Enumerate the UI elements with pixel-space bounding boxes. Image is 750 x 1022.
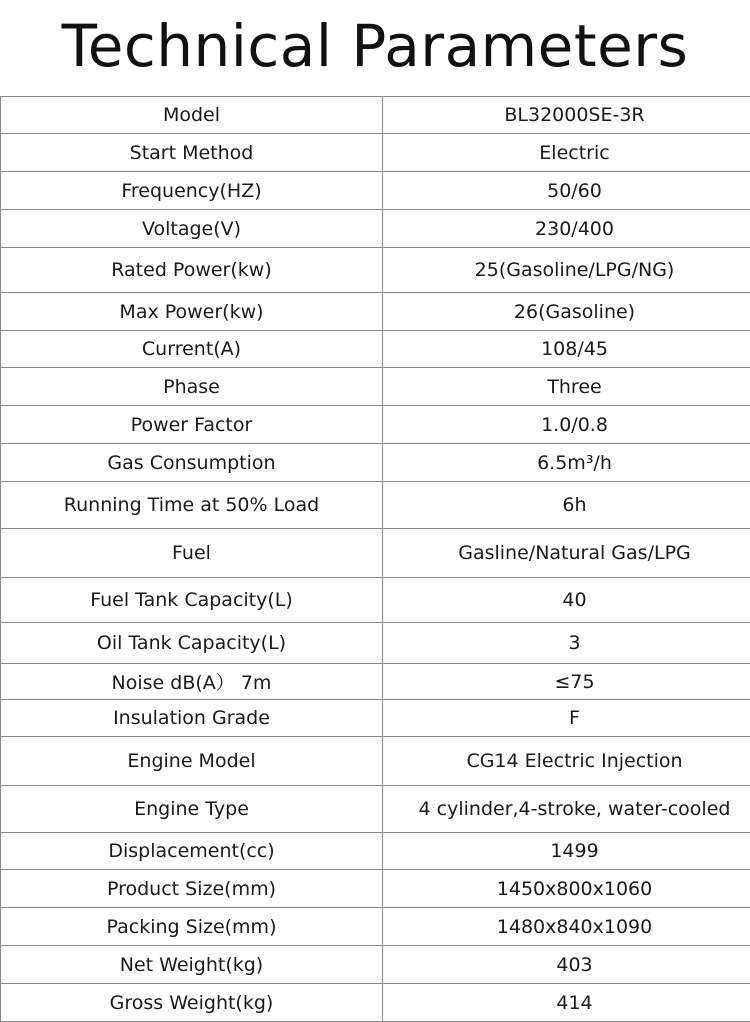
param-value: ≤75 xyxy=(383,664,750,700)
param-label: Gross Weight(kg) xyxy=(1,984,383,1022)
param-value: 403 xyxy=(383,946,750,984)
param-value: 40 xyxy=(383,578,750,623)
param-label: Noise dB(A） 7m xyxy=(1,664,383,700)
param-label: Model xyxy=(1,97,383,134)
param-value: CG14 Electric Injection xyxy=(383,737,750,786)
param-value: 1499 xyxy=(383,833,750,870)
param-label: Insulation Grade xyxy=(1,700,383,737)
param-label: Voltage(V) xyxy=(1,210,383,248)
param-label: Fuel Tank Capacity(L) xyxy=(1,578,383,623)
param-label: Displacement(cc) xyxy=(1,833,383,870)
param-value: BL32000SE-3R xyxy=(383,97,750,134)
param-value: Three xyxy=(383,368,750,406)
table-row xyxy=(1,97,750,134)
table-row xyxy=(1,529,750,578)
param-label: Fuel xyxy=(1,529,383,578)
table-row xyxy=(1,908,750,946)
param-value: 414 xyxy=(383,984,750,1022)
table-row xyxy=(1,248,750,293)
table-row xyxy=(1,293,750,331)
param-value: Electric xyxy=(383,134,750,172)
param-label: Product Size(mm) xyxy=(1,870,383,908)
table-row xyxy=(1,482,750,529)
param-label: Packing Size(mm) xyxy=(1,908,383,946)
table-row xyxy=(1,664,750,700)
param-value: 1.0/0.8 xyxy=(383,406,750,444)
param-value: 1450x800x1060 xyxy=(383,870,750,908)
table-row xyxy=(1,737,750,786)
table-row xyxy=(1,623,750,664)
table-row xyxy=(1,210,750,248)
table-row xyxy=(1,444,750,482)
param-label: Engine Type xyxy=(1,786,383,833)
param-value: Gasline/Natural Gas/LPG xyxy=(383,529,750,578)
param-value: 108/45 xyxy=(383,331,750,368)
table-row xyxy=(1,331,750,368)
param-label: Running Time at 50% Load xyxy=(1,482,383,529)
param-label: Gas Consumption xyxy=(1,444,383,482)
param-label: Start Method xyxy=(1,134,383,172)
param-label: Phase xyxy=(1,368,383,406)
table-row xyxy=(1,368,750,406)
param-label: Oil Tank Capacity(L) xyxy=(1,623,383,664)
param-value: 3 xyxy=(383,623,750,664)
table-row xyxy=(1,134,750,172)
param-value: 6.5m³/h xyxy=(383,444,750,482)
page-title: Technical Parameters xyxy=(0,10,750,82)
table-row xyxy=(1,406,750,444)
table-row xyxy=(1,786,750,833)
param-label: Max Power(kw) xyxy=(1,293,383,331)
param-value: 50/60 xyxy=(383,172,750,210)
param-value: 4 cylinder,4-stroke, water-cooled xyxy=(383,786,750,833)
param-value: 26(Gasoline) xyxy=(383,293,750,331)
table-row xyxy=(1,578,750,623)
technical-parameters-table xyxy=(0,96,750,1022)
param-label: Current(A) xyxy=(1,331,383,368)
param-value: 230/400 xyxy=(383,210,750,248)
param-label: Net Weight(kg) xyxy=(1,946,383,984)
param-value: F xyxy=(383,700,750,737)
table-row xyxy=(1,833,750,870)
param-value: 1480x840x1090 xyxy=(383,908,750,946)
table-row xyxy=(1,946,750,984)
table-row xyxy=(1,172,750,210)
table-row xyxy=(1,700,750,737)
param-value: 25(Gasoline/LPG/NG) xyxy=(383,248,750,293)
table-row xyxy=(1,870,750,908)
param-label: Frequency(HZ) xyxy=(1,172,383,210)
param-label: Power Factor xyxy=(1,406,383,444)
param-label: Rated Power(kw) xyxy=(1,248,383,293)
param-value: 6h xyxy=(383,482,750,529)
param-label: Engine Model xyxy=(1,737,383,786)
table-row xyxy=(1,984,750,1022)
